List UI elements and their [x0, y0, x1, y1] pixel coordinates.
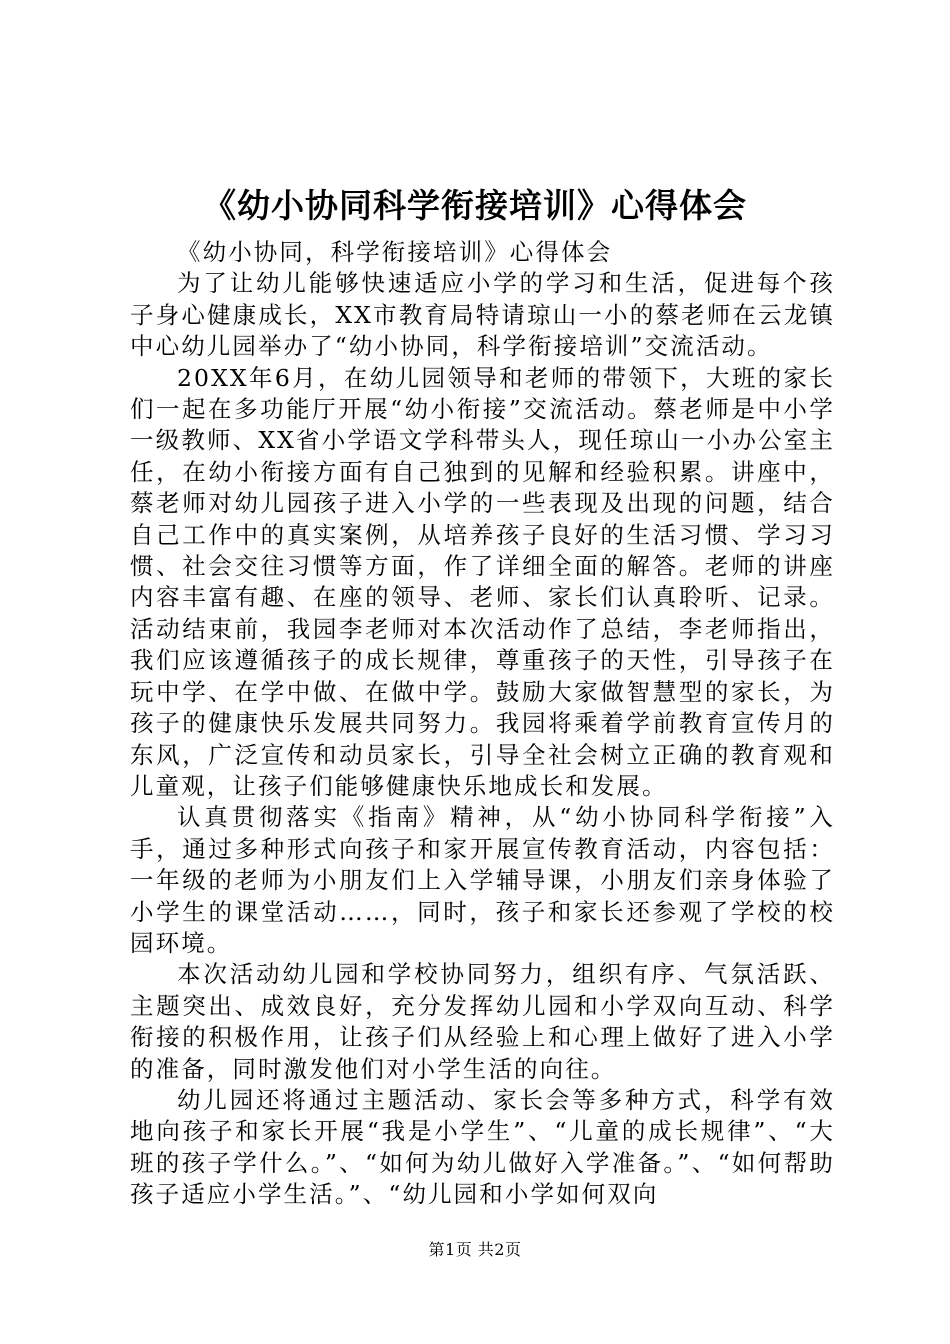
paragraph: 幼儿园还将通过主题活动、家长会等多种方式，科学有效地向孩子和家长开展“我是小学生”、“儿童的成长规律”、“大班的孩子学什么。”、“如何为幼儿做好入学准备。”、“如何帮助孩子适应小学生活。”、“幼儿园和小学如何双向 — [130, 1085, 835, 1209]
page-footer: 第1页 共2页 — [428, 1240, 522, 1259]
paragraph: 20XX年6月，在幼儿园领导和老师的带领下，大班的家长们一起在多功能厅开展“幼小衔接”交流活动。蔡老师是中小学一级教师、XX省小学语文学科带头人，现任琼山一小办公室主任，在幼小衔接方面有自己独到的见解和经验积累。讲座中，蔡老师对幼儿园孩子进入小学的一些表现及出现的问题，结合自己工作中的真实案例，从培养孩子良好的生活习惯、学习习惯、社会交往习惯等方面，作了详细全面的解答。老师的讲座内容丰富有趣、在座的领导、老师、家长们认真聆听、记录。活动结束前，我园李老师对本次活动作了总结，李老师指出，我们应该遵循孩子的成长规律，尊重孩子的天性，引导孩子在玩中学、在学中做、在做中学。鼓励大家做智慧型的家长，为孩子的健康快乐发展共同努力。我园将乘着学前教育宣传月的东风，广泛宣传和动员家长，引导全社会树立正确的教育观和儿童观，让孩子们能够健康快乐地成长和发展。 — [130, 363, 835, 800]
paragraph: 本次活动幼儿园和学校协同努力，组织有序、气氛活跃、主题突出、成效良好，充分发挥幼儿园和小学双向互动、科学衔接的积极作用，让孩子们从经验上和心理上做好了进入小学的准备，同时激发他们对小学生活的向往。 — [130, 960, 835, 1083]
paragraph: 为了让幼儿能够快速适应小学的学习和生活，促进每个孩子身心健康成长，XX市教育局特请琼山一小的蔡老师在云龙镇中心幼儿园举办了“幼小协同，科学衔接培训”交流活动。 — [130, 269, 835, 361]
document-title: 《幼小协同科学衔接培训》心得体会 — [203, 186, 747, 225]
paragraph: 认真贯彻落实《指南》精神，从“幼小协同科学衔接”入手，通过多种形式向孩子和家开展宣传教育活动，内容包括：一年级的老师为小朋友们上入学辅导课，小朋友们亲身体验了小学生的课堂活动……，同时，孩子和家长还参观了学校的校园环境。 — [130, 803, 835, 957]
document-body — [130, 237, 835, 1211]
paragraph-subtitle: 《幼小协同，科学衔接培训》心得体会 — [177, 238, 613, 266]
